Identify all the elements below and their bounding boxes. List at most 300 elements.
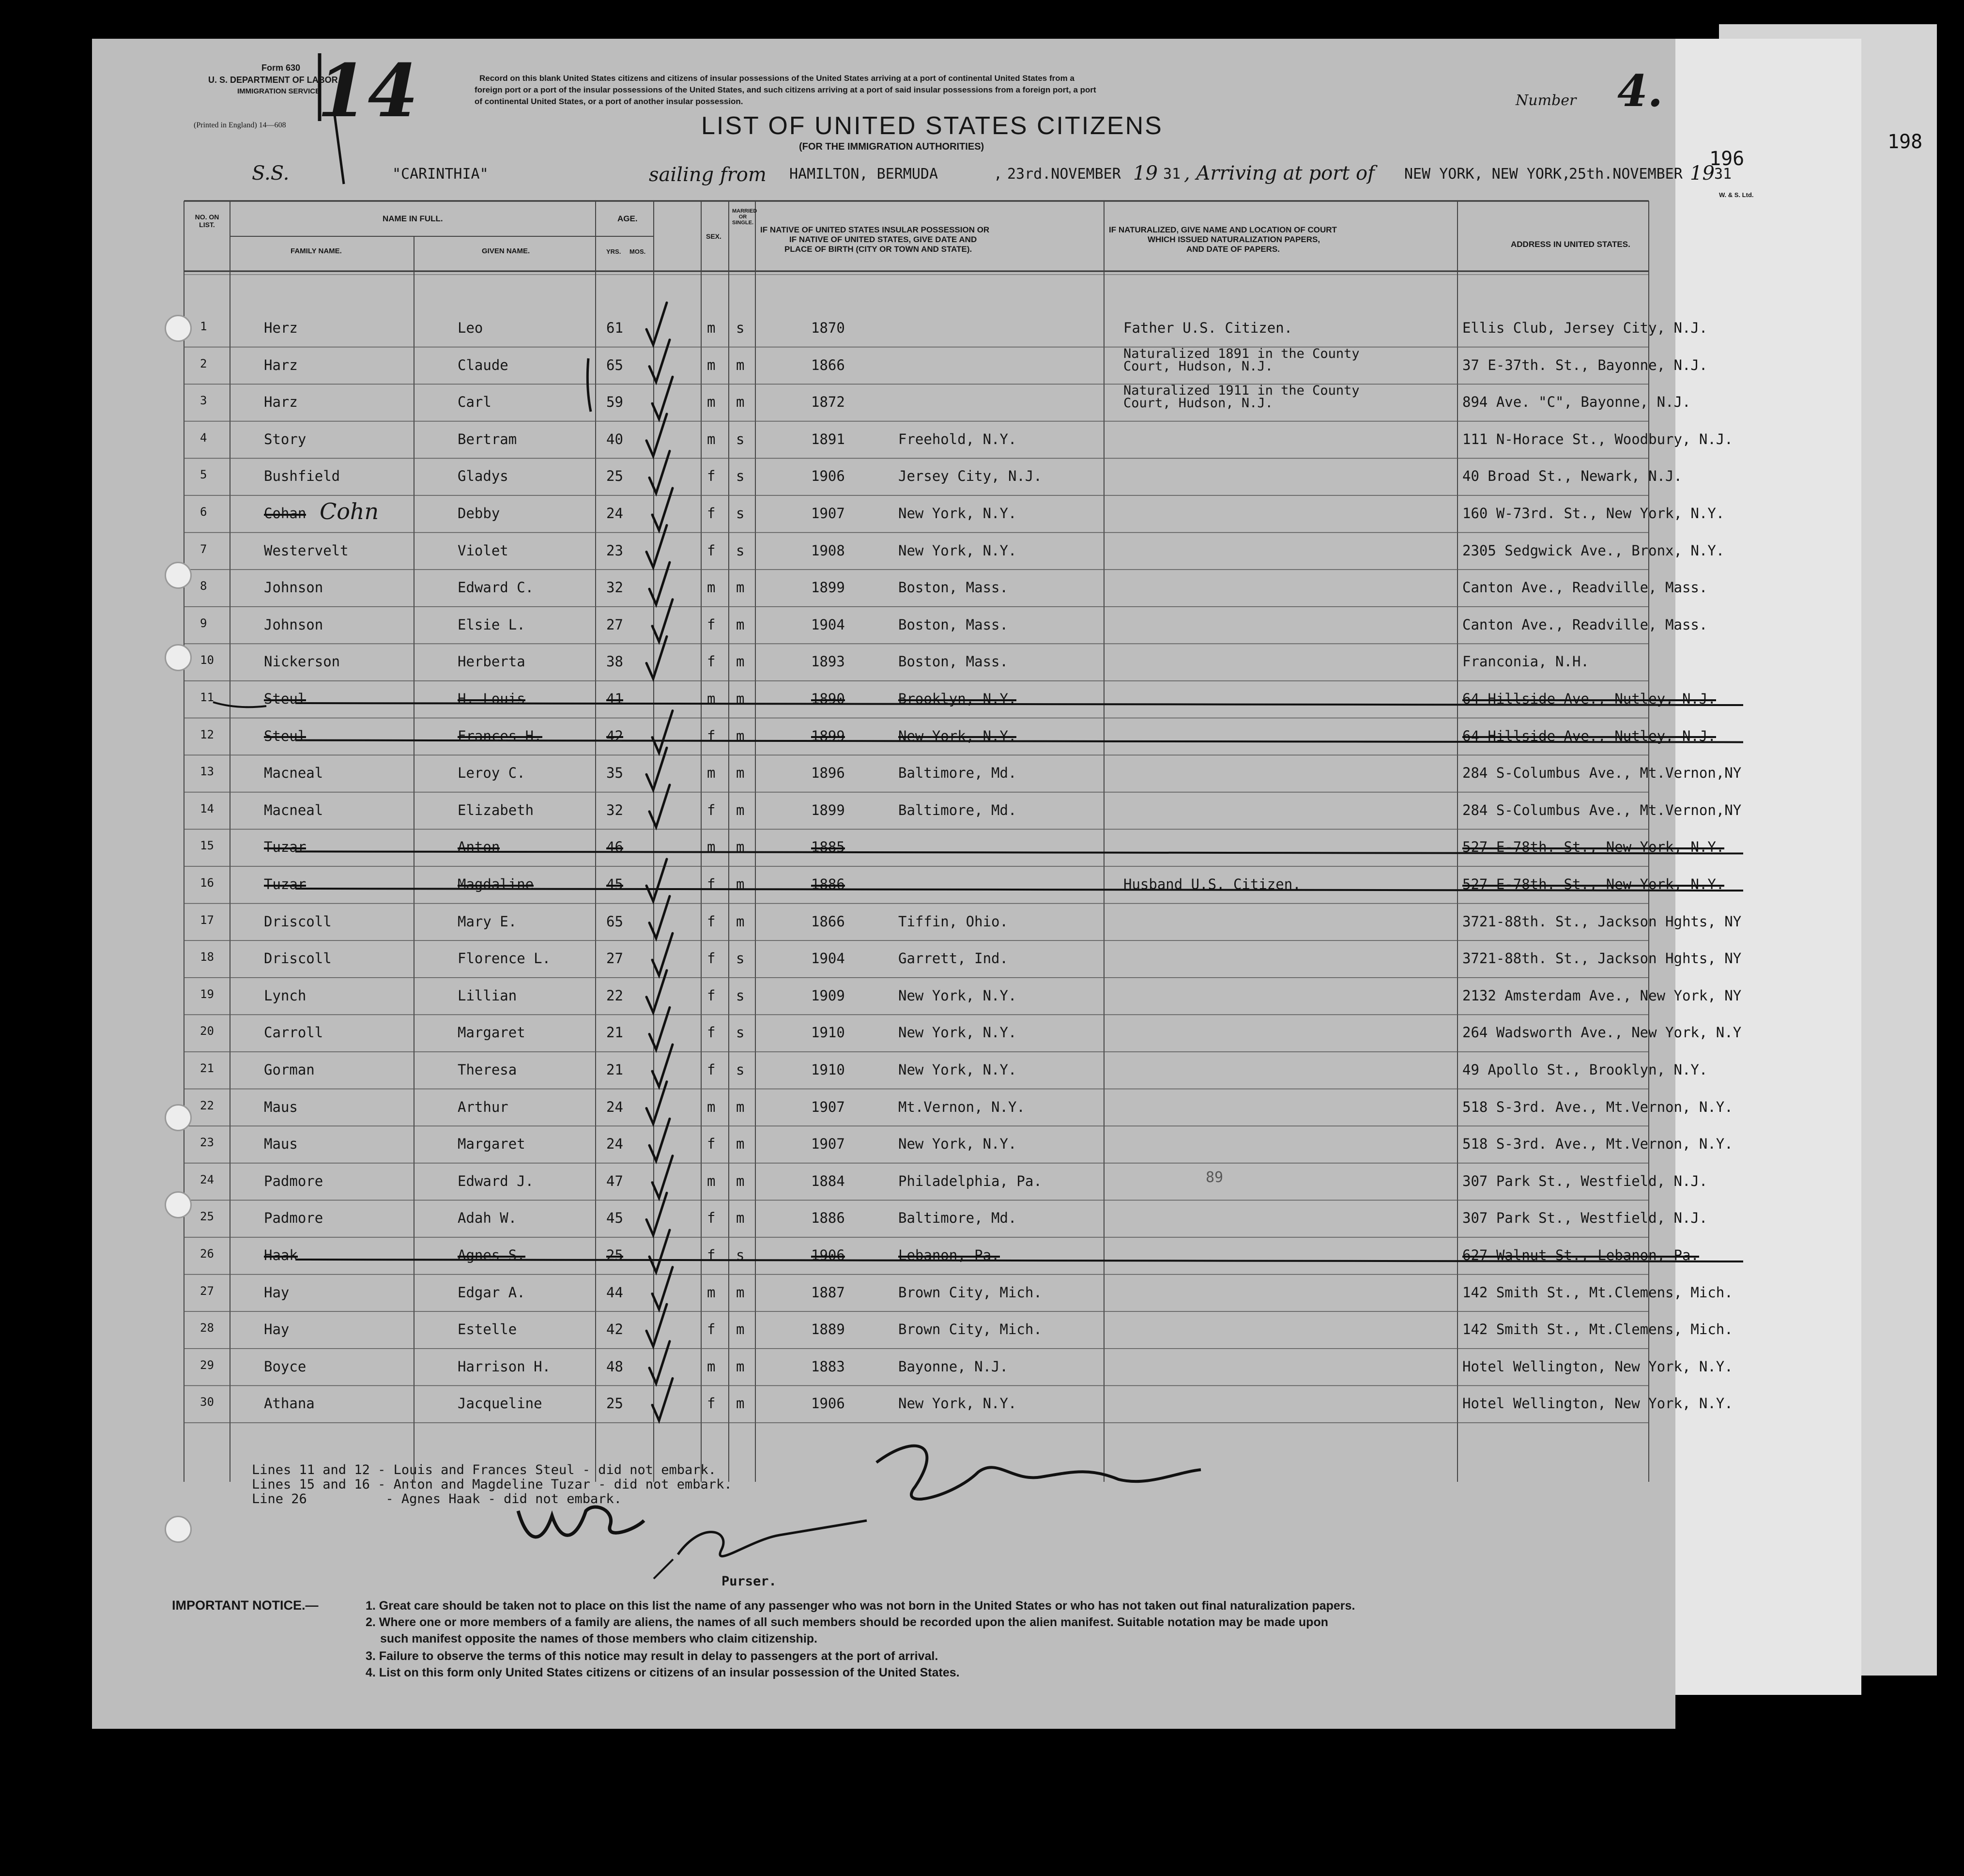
cell-ms: s [736,431,745,447]
cell-year: 1904 [811,950,845,967]
cell-year: 1910 [811,1024,845,1041]
cell-given: Edgar A. [458,1284,525,1301]
cell-place: New York, N.Y. [898,1024,1017,1041]
sailing-label: sailing from [649,164,767,186]
cell-ms: m [736,765,745,782]
cell-age: 24 [606,505,623,522]
cell-age: 41 [606,691,623,707]
cell-ms: s [736,505,745,522]
cell-family: Herz [264,320,298,336]
cell-addr: 3721-88th. St., Jackson Hghts, NY [1462,913,1742,930]
cell-sex: f [707,468,716,485]
table-row [92,908,1742,946]
cell-family: Haak [264,1247,298,1263]
cell-given: Magdaline [458,876,534,892]
cell-given: Margaret [458,1136,525,1153]
note-line-3: Line 26 - Agnes Haak - did not embark. [252,1492,622,1507]
header-nat-3: AND DATE OF PAPERS. [1186,245,1280,254]
arrival-port: NEW YORK, NEW YORK, [1404,166,1571,183]
cell-age: 45 [606,1210,623,1227]
cell-place: Mt.Vernon, N.Y. [898,1098,1025,1115]
cell-sex: f [707,727,716,744]
cell-age: 21 [606,1024,623,1041]
notice-item-2b: such manifest opposite the names of those members who claim citizenship. [380,1632,817,1645]
cell-addr: 160 W-73rd. St., New York, N.Y. [1462,505,1725,522]
cell-ms: m [736,1358,745,1375]
cell-year: 1883 [811,1358,845,1375]
cell-family: Hay [264,1321,290,1338]
table-row [92,1057,1708,1094]
table-row [92,1205,1708,1242]
cell-family: Gorman [264,1061,315,1078]
cell-place: Bayonne, N.J. [898,1358,1008,1375]
cell-family: Driscoll [264,950,332,967]
table-row [92,723,1716,760]
cell-ms: m [736,1172,745,1189]
cell-given: Estelle [458,1321,517,1338]
cell-ms: s [736,1247,745,1263]
cell-place: Boston, Mass. [898,653,1008,670]
cell-place: Baltimore, Md. [898,801,1017,818]
cell-age: 24 [606,1098,623,1115]
cell-n: 17 [200,913,214,927]
cell-ms: m [736,801,745,818]
cell-sex: m [707,431,716,447]
note-line-2: Lines 15 and 16 - Anton and Magdeline Tuzar - did not embark. [252,1477,732,1492]
table-row [92,463,1682,500]
cell-addr: 627 Walnut St., Lebanon, Pa. [1462,1247,1699,1263]
manifest-sheet [92,39,1754,1729]
cell-given: Florence L. [458,950,551,967]
cell-given: Gladys [458,468,508,485]
preamble-line-3: of continental United States, or a port of another insular possession. [475,97,743,106]
cell-given: Elsie L. [458,616,525,633]
ship-name: "CARINTHIA" [392,166,489,183]
cell-n: 29 [200,1358,214,1372]
cell-addr: 307 Park St., Westfield, N.J. [1462,1210,1708,1227]
cell-family: Johnson [264,616,323,633]
cell-family: Story [264,431,307,447]
table-row [92,315,1708,352]
cell-year: 1886 [811,1210,845,1227]
cell-n: 25 [200,1210,214,1224]
header-no: NO. ON LIST. [195,213,219,229]
cell-family: Macneal [264,765,323,782]
cell-sex: m [707,1358,716,1375]
cell-n: 26 [200,1247,214,1261]
table-row [92,1316,1733,1353]
cell-ms: m [736,394,745,411]
cell-addr: 307 Park St., Westfield, N.J. [1462,1172,1708,1189]
cell-addr: 37 E-37th. St., Bayonne, N.J. [1462,356,1708,373]
cell-age: 25 [606,1395,623,1412]
table-row [92,871,1725,908]
cell-sex: f [707,1061,716,1078]
cell-ms: m [736,1098,745,1115]
ss-label: S.S. [252,162,290,185]
table-row [92,983,1742,1020]
cell-place: New York, N.Y. [898,1136,1017,1153]
cell-sex: m [707,579,716,596]
cell-year: 1907 [811,1136,845,1153]
cell-addr: Hotel Wellington, New York, N.Y. [1462,1395,1733,1412]
page-title: LIST OF UNITED STATES CITIZENS [701,112,1163,140]
cell-addr: 264 Wadsworth Ave., New York, N.Y [1462,1024,1742,1041]
cell-age: 32 [606,579,623,596]
cell-family: Maus [264,1136,298,1153]
cell-place: Boston, Mass. [898,616,1008,633]
cell-addr: 142 Smith St., Mt.Clemens, Mich. [1462,1284,1733,1301]
cell-given: Frances H. [458,727,542,744]
cell-sex: f [707,616,716,633]
cell-year: 1899 [811,801,845,818]
cell-age: 48 [606,1358,623,1375]
cell-place: Baltimore, Md. [898,1210,1017,1227]
cell-n: 19 [200,987,214,1001]
cell-given: Leo [458,320,483,336]
note-line-1: Lines 11 and 12 - Louis and Frances Steul - did not embark. [252,1462,717,1477]
cell-addr: 64 Hillside Ave., Nutley, N.J. [1462,691,1716,707]
table-row [92,834,1725,871]
cell-addr: Canton Ave., Readville, Mass. [1462,616,1708,633]
cell-place: New York, N.Y. [898,505,1017,522]
cell-place: Baltimore, Md. [898,765,1017,782]
cell-family: Athana [264,1395,315,1412]
cell-year: 1906 [811,1247,845,1263]
cell-place: Tiffin, Ohio. [898,913,1008,930]
cell-year: 1910 [811,1061,845,1078]
cell-sex: f [707,1136,716,1153]
cell-ms: m [736,839,745,856]
cell-age: 42 [606,1321,623,1338]
cell-age: 27 [606,950,623,967]
cell-given: Debby [458,505,500,522]
table-row [92,760,1742,797]
cell-given: Arthur [458,1098,508,1115]
cell-age: 32 [606,801,623,818]
cell-ms: m [736,913,745,930]
cell-year: 1906 [811,1395,845,1412]
cell-n: 14 [200,801,214,815]
table-row [92,1168,1708,1205]
cell-given: Margaret [458,1024,525,1041]
cell-ms: m [736,1395,745,1412]
cell-family: Steul [264,727,307,744]
notice-item-1: 1. Great care should be taken not to place on this list the name of any passenger who was not born in the United States or who has not taken out final naturalization papers. [366,1599,1355,1613]
cell-ms: s [736,950,745,967]
header-yrs: YRS. [606,248,621,255]
cell-n: 10 [200,653,214,667]
cell-year: 1889 [811,1321,845,1338]
year-label-2: 19 [1690,162,1715,185]
cell-addr: 527 E-78th. St., New York, N.Y. [1462,876,1725,892]
cell-addr: 2132 Amsterdam Ave., New York, NY [1462,987,1742,1004]
cell-n: 6 [200,505,207,519]
cell-addr: 518 S-3rd. Ave., Mt.Vernon, N.Y. [1462,1098,1733,1115]
cell-sex: m [707,394,716,411]
cell-given: Harrison H. [458,1358,551,1375]
cell-ms: m [736,579,745,596]
cell-n: 30 [200,1395,214,1409]
cell-place: Brown City, Mich. [898,1284,1042,1301]
cell-n: 1 [200,320,207,333]
table-row [92,1019,1742,1057]
cell-given: Theresa [458,1061,517,1078]
cell-naturalization: Husband U.S. Citizen. [1123,876,1301,892]
cell-year: 1891 [811,431,845,447]
table-row [92,686,1716,723]
cell-age: 23 [606,542,623,559]
cell-sex: f [707,876,716,892]
cell-place: Jersey City, N.J. [898,468,1042,485]
cell-given: Bertram [458,431,517,447]
cell-n: 8 [200,579,207,593]
cell-year: 1866 [811,356,845,373]
cell-year: 1907 [811,505,845,522]
cell-sex: m [707,320,716,336]
cell-year: 1884 [811,1172,845,1189]
cell-ms: m [736,356,745,373]
printer-mark: W. & S. Ltd. [1719,191,1754,199]
cell-given: Mary E. [458,913,517,930]
cell-given: Herberta [458,653,525,670]
cell-family: Macneal [264,801,323,818]
cell-sex: f [707,505,716,522]
cell-addr: 142 Smith St., Mt.Clemens, Mich. [1462,1321,1733,1338]
page-mark: 196 [1709,148,1745,170]
cell-place: Brooklyn, N.Y. [898,691,1017,707]
header-nat-1: IF NATURALIZED, GIVE NAME AND LOCATION OF COURT [1109,225,1337,234]
header-sex: SEX. [706,232,721,240]
cell-n: 13 [200,765,214,779]
header-nat-2: WHICH ISSUED NATURALIZATION PAPERS, [1148,235,1320,244]
table-row [92,538,1725,575]
cell-addr: 111 N-Horace St., Woodbury, N.J. [1462,431,1733,447]
table-row [92,346,1708,389]
header-mos: MOS. [629,248,646,255]
cell-ms: s [736,1024,745,1041]
cell-year: 1908 [811,542,845,559]
preamble-line-1: Record on this blank United States citizens and citizens of insular possessions of the United States arriving at a port of continental United States from a [479,74,1074,83]
cell-naturalization: Court, Hudson, N.J. [1123,396,1273,411]
sep1: , [994,166,1003,183]
cell-age: 59 [606,394,623,411]
cell-ms: m [736,1284,745,1301]
cell-sex: f [707,1247,716,1263]
cell-n: 3 [200,394,207,408]
cell-given: Carl [458,394,491,411]
table-row [92,648,1675,686]
cell-age: 46 [606,839,623,856]
cell-year: 1872 [811,394,845,411]
cell-year: 1890 [811,691,845,707]
cell-family: Steul [264,691,307,707]
cell-sex: m [707,839,716,856]
cell-given: Anton [458,839,500,856]
cell-addr: 3721-88th. St., Jackson Hghts, NY [1462,950,1742,967]
cell-n: 27 [200,1284,214,1298]
number-value: 4. [1617,65,1663,117]
cell-sex: f [707,1395,716,1412]
cell-ms: s [736,542,745,559]
list-mark: 14 [317,48,418,134]
cell-family: Tuzar [264,876,307,892]
cell-age: 40 [606,431,623,447]
cell-n: 4 [200,431,207,445]
cell-ms: s [736,1061,745,1078]
notice-item-2: 2. Where one or more members of a family are aliens, the names of all such members should be recorded upon the alien manifest. Suitable notation may be made upon [366,1615,1328,1629]
cell-age: 25 [606,468,623,485]
cell-age: 65 [606,356,623,373]
cell-age: 61 [606,320,623,336]
cell-addr: 40 Broad St., Newark, N.J. [1462,468,1682,485]
cell-family: Maus [264,1098,298,1115]
number-label: Number [1516,92,1577,109]
notice-label: IMPORTANT NOTICE.— [172,1598,319,1613]
cell-addr: 527 E-78th. St., New York, N.Y. [1462,839,1725,856]
cell-place: New York, N.Y. [898,542,1017,559]
cell-naturalization: 89 [1206,1169,1224,1186]
cell-year: 1899 [811,727,845,744]
cell-given: Agnes S. [458,1247,525,1263]
cell-sex: f [707,653,716,670]
table-row [92,1390,1733,1428]
cell-age: 65 [606,913,623,930]
cell-sex: f [707,913,716,930]
cell-given: Lillian [458,987,517,1004]
cell-n: 11 [200,691,214,704]
cell-sex: m [707,1284,716,1301]
table-row [92,945,1742,983]
cell-ms: s [736,987,745,1004]
cell-addr: Franconia, N.H. [1462,653,1589,670]
cell-family: Lynch [264,987,307,1004]
header-birth-3: PLACE OF BIRTH (CITY OR TOWN AND STATE). [784,245,972,254]
cell-naturalization: Naturalized 1891 in the County [1123,346,1360,361]
cell-ms: m [736,727,745,744]
margin-page-number: 198 [1887,131,1923,153]
cell-given: Edward J. [458,1172,534,1189]
table-row [92,797,1742,834]
cell-place: Lebanon, Pa. [898,1247,1000,1263]
form-number: Form 630 [261,63,301,73]
cell-ms: s [736,320,745,336]
cell-naturalization: Father U.S. Citizen. [1123,320,1293,336]
preamble-line-2: foreign port or a port of the insular possessions of the United States, and such citizens arriving at a port of said insular possessions from a foreign port, a port [475,85,1096,94]
header-married: MARRIED OR SINGLE. [732,208,757,226]
cell-place: New York, N.Y. [898,1395,1017,1412]
cell-age: 21 [606,1061,623,1078]
cell-year: 1909 [811,987,845,1004]
family-correction: Cohn [320,498,379,524]
cell-year: 1887 [811,1284,845,1301]
cell-ms: m [736,691,745,707]
cell-naturalization: Naturalized 1911 in the County [1123,383,1360,399]
cell-n: 15 [200,839,214,853]
header-name-in-full: NAME IN FULL. [383,214,443,223]
cell-n: 28 [200,1321,214,1335]
cell-family: Tuzar [264,839,307,856]
cell-year: 1896 [811,765,845,782]
cell-year: 1893 [811,653,845,670]
cell-family: Padmore [264,1210,323,1227]
cell-n: 22 [200,1098,214,1112]
cell-year: 1899 [811,579,845,596]
cell-n: 24 [200,1172,214,1186]
cell-addr: 894 Ave. "C", Bayonne, N.J. [1462,394,1691,411]
cell-family: Harz [264,394,298,411]
header-birth-1: IF NATIVE OF UNITED STATES INSULAR POSSESSION OR [760,225,990,234]
header-age: AGE. [617,214,638,223]
service: IMMIGRATION SERVICE [237,87,321,95]
cell-n: 23 [200,1136,214,1150]
cell-sex: m [707,356,716,373]
cell-age: 35 [606,765,623,782]
cell-year: 1904 [811,616,845,633]
page-subtitle: (FOR THE IMMIGRATION AUTHORITIES) [799,141,984,152]
cell-ms: m [736,616,745,633]
header-birth-2: IF NATIVE OF UNITED STATES, GIVE DATE AND [789,235,977,244]
cell-given: Edward C. [458,579,534,596]
cell-place: New York, N.Y. [898,727,1017,744]
cell-ms: s [736,468,745,485]
notice-item-4: 4. List on this form only United States citizens or citizens of an insular possession of the United States. [366,1666,960,1679]
cell-place: Freehold, N.Y. [898,431,1017,447]
cell-sex: f [707,801,716,818]
cell-given: Leroy C. [458,765,525,782]
cell-n: 5 [200,468,207,482]
cell-sex: m [707,1098,716,1115]
cell-age: 22 [606,987,623,1004]
punch-hole [165,1516,192,1543]
cell-n: 7 [200,542,207,556]
arrival-year: 31 [1714,166,1732,183]
header-family: FAMILY NAME. [291,247,342,255]
cell-addr: Hotel Wellington, New York, N.Y. [1462,1358,1733,1375]
cell-family: Cohan [264,505,307,522]
cell-given: Violet [458,542,508,559]
cell-given: Jacqueline [458,1395,542,1412]
cell-family: Padmore [264,1172,323,1189]
cell-family: Harz [264,356,298,373]
from-port: HAMILTON, BERMUDA [789,166,938,183]
cell-family: Boyce [264,1358,307,1375]
sail-date: 23rd.NOVEMBER [1007,166,1121,183]
cell-year: 1866 [811,913,845,930]
cell-family: Hay [264,1284,290,1301]
cell-addr: 49 Apollo St., Brooklyn, N.Y. [1462,1061,1708,1078]
cell-age: 47 [606,1172,623,1189]
cell-sex: f [707,1321,716,1338]
cell-place: Brown City, Mich. [898,1321,1042,1338]
cell-place: New York, N.Y. [898,987,1017,1004]
notice-item-3: 3. Failure to observe the terms of this notice may result in delay to passengers at the port of arrival. [366,1649,938,1663]
cell-ms: m [736,1136,745,1153]
cell-family: Driscoll [264,913,332,930]
cell-addr: Ellis Club, Jersey City, N.J. [1462,320,1708,336]
cell-n: 21 [200,1061,214,1075]
cell-age: 38 [606,653,623,670]
table-row [92,574,1708,612]
sail-year: 31 [1163,166,1181,183]
cell-given: Claude [458,356,508,373]
cell-age: 42 [606,727,623,744]
header-address: ADDRESS IN UNITED STATES. [1511,240,1630,249]
cell-addr: 2305 Sedgwick Ave., Bronx, N.Y. [1462,542,1725,559]
table-row [92,426,1733,463]
cell-sex: f [707,950,716,967]
cell-place: New York, N.Y. [898,1061,1017,1078]
